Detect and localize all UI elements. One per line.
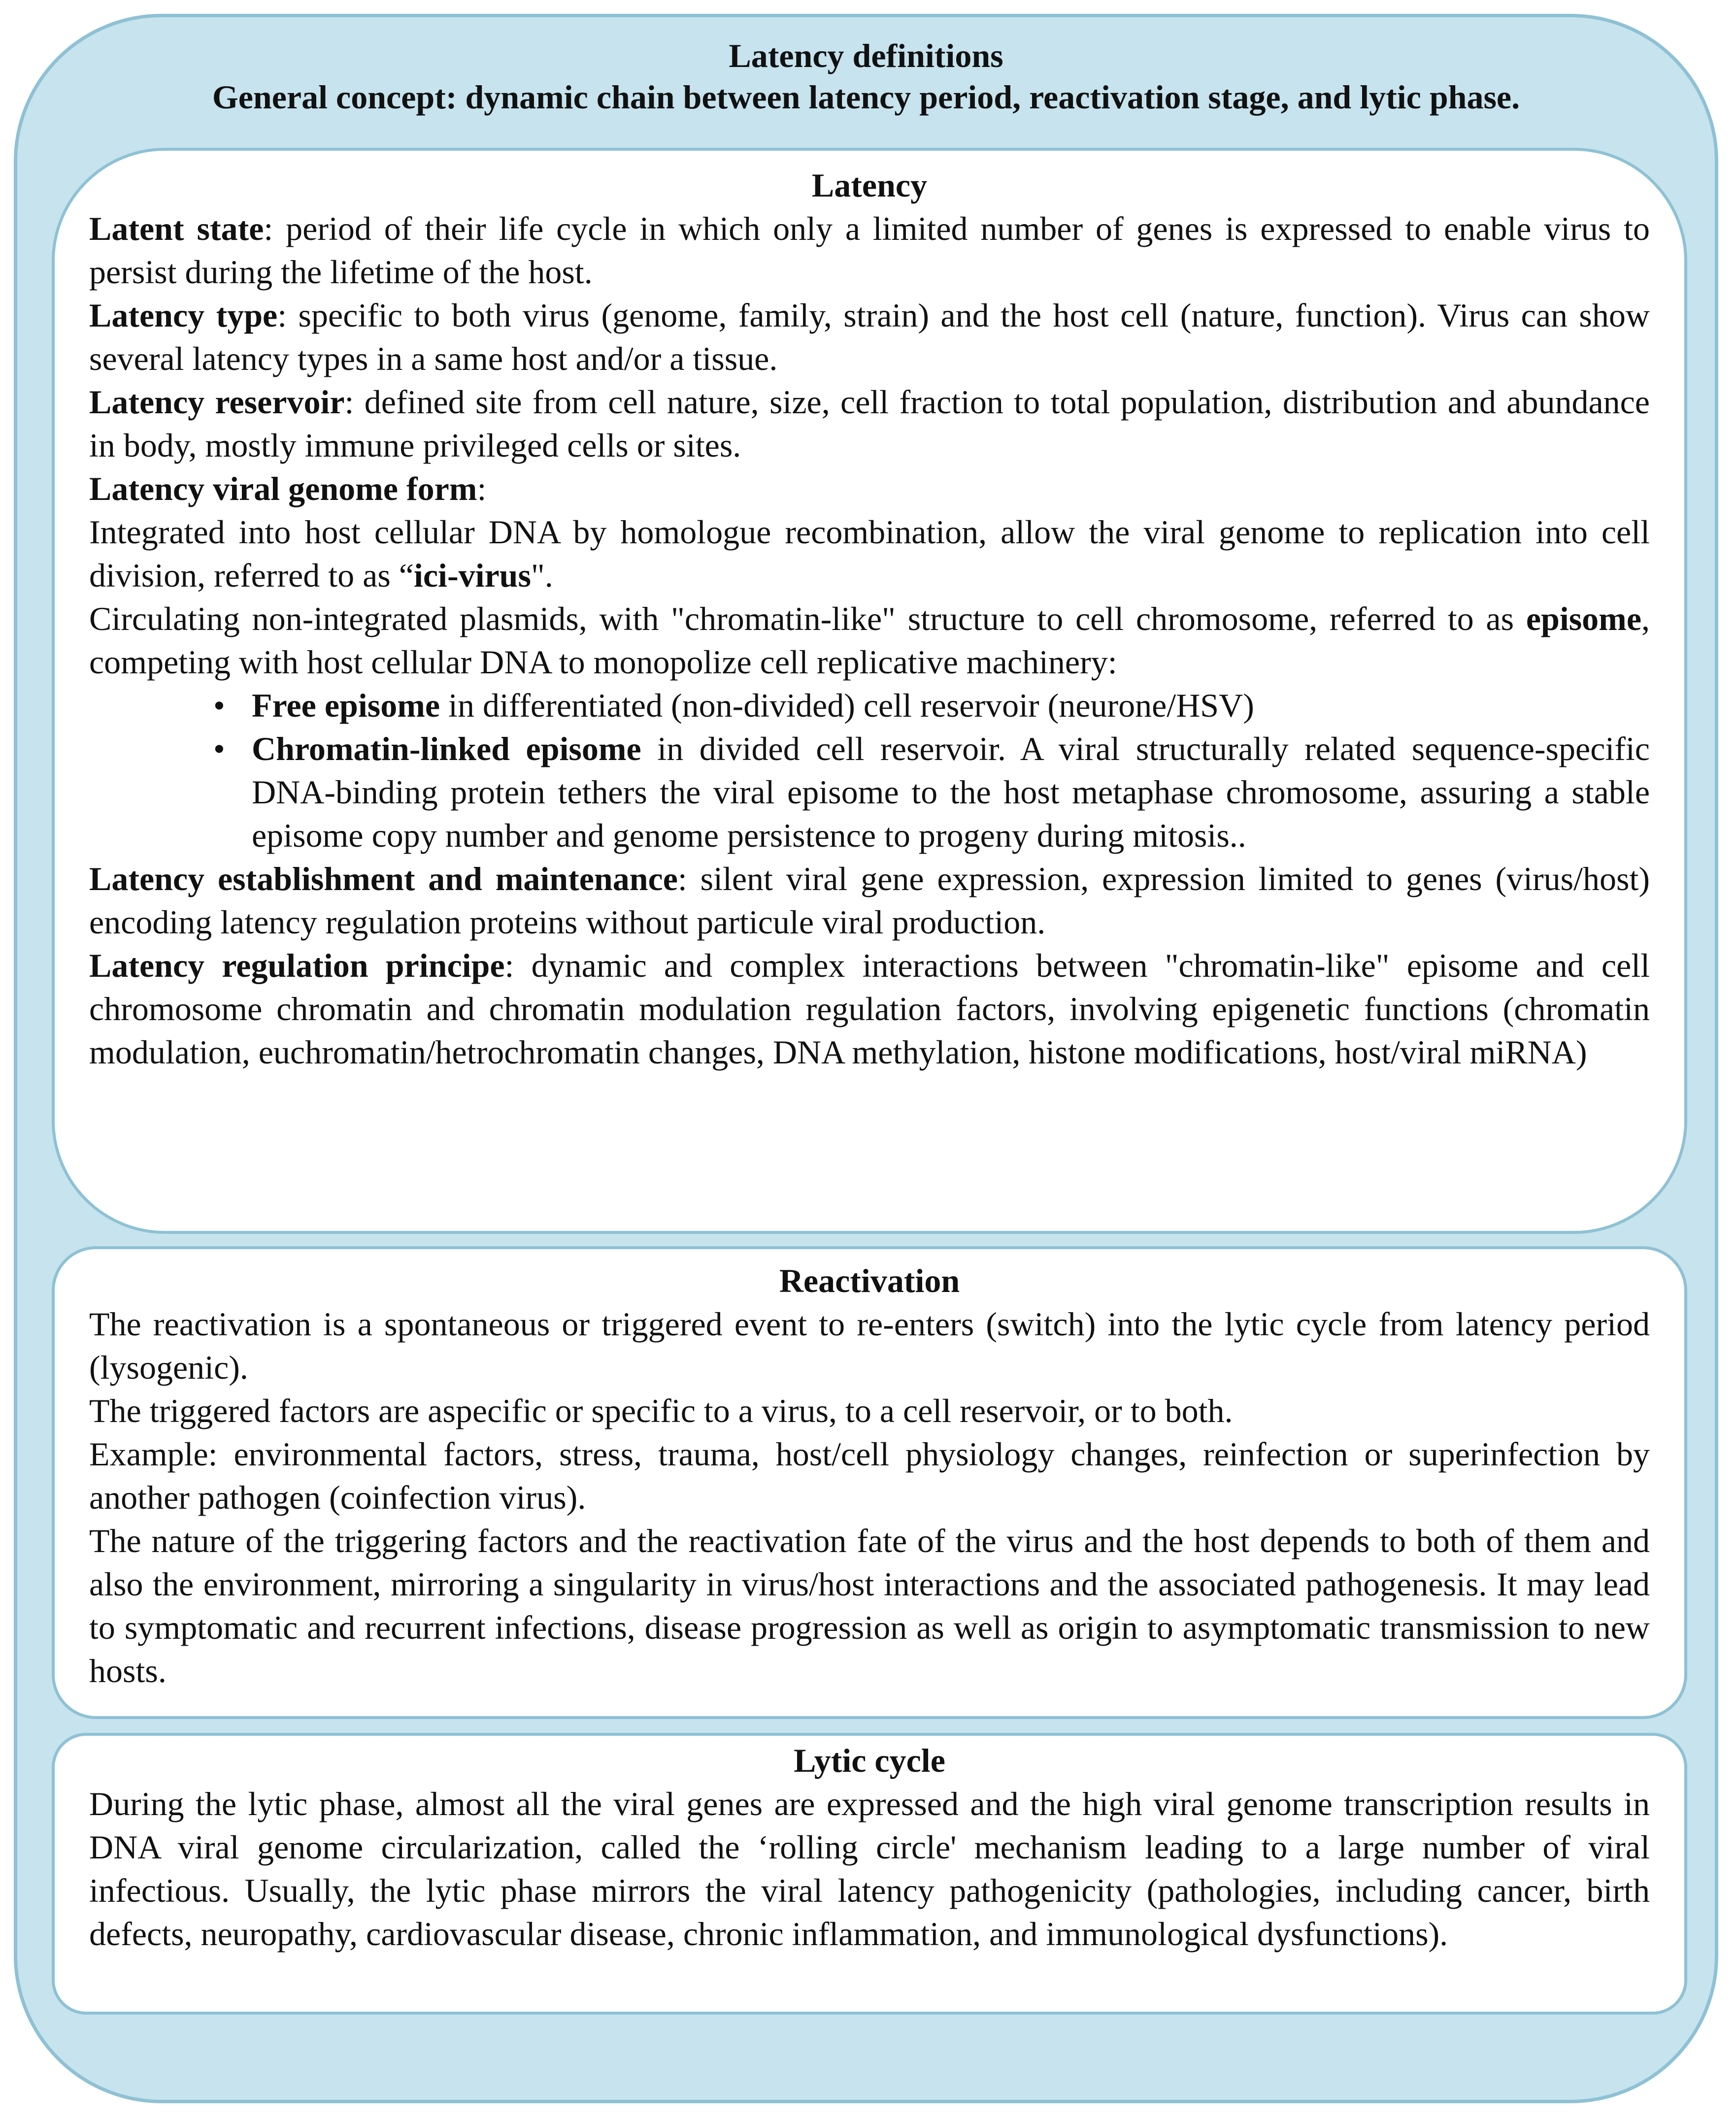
reactivation-panel xyxy=(52,1246,1687,1719)
latent-state-text: : period of their life cycle in which only a limited number of genes is expressed to enable virus to persist during the lifetime of the host. xyxy=(89,210,1650,291)
latency-title: Latency xyxy=(811,166,928,204)
latent-state-term: Latent state xyxy=(89,210,264,247)
lytic-paragraph: During the lytic phase, almost all the viral genes are expressed and the high viral genome transcription results in DNA viral genome circularization, called the ‘rolling circle' mechanism leading to a large number of viral infectious. Usually, the lytic phase mirrors the viral latency pathogenicity (pathologies, including cancer, birth defects, neuropathy, cardiovascular disease, chronic inflammation, and immunological dysfunctions). xyxy=(89,1785,1650,1953)
lytic-content xyxy=(89,1739,1650,1955)
integrated-text-before: Integrated into host cellular DNA by homologue recombination, allow the viral genome to replication into cell division, referred to as “ xyxy=(89,513,1650,594)
latency-panel xyxy=(52,148,1687,1234)
latency-reservoir-definition xyxy=(89,380,1650,467)
circulating-text-before: Circulating non-integrated plasmids, with "chromatin-like" structure to cell chromosome, referred to as xyxy=(89,600,1526,637)
chromatin-linked-episome-term: Chromatin-linked episome xyxy=(252,730,641,767)
reactivation-content xyxy=(89,1259,1650,1692)
chromatin-linked-episome-text: in divided cell reservoir. A viral structurally related sequence-specific DNA-binding protein tethers the viral episome to the host metaphase chromosome, assuring a stable episome copy number and genome persistence to progeny during mitosis.. xyxy=(252,730,1650,854)
latency-reservoir-term: Latency reservoir xyxy=(89,383,345,421)
latency-type-term: Latency type xyxy=(89,297,278,334)
episome-list xyxy=(89,684,1650,857)
reactivation-paragraph: The reactivation is a spontaneous or triggered event to re-enters (switch) into the lytic cycle from latency period (lysogenic). xyxy=(89,1305,1650,1386)
establishment-text: : silent viral gene expression, expression limited to genes (virus/host) encoding latency regulation proteins without particule viral production. xyxy=(89,860,1650,941)
latency-type-definition xyxy=(89,294,1650,380)
lytic-title: Lytic cycle xyxy=(794,1742,945,1779)
establishment-term: Latency establishment and maintenance xyxy=(89,860,678,897)
bullet-icon: • xyxy=(213,730,225,767)
page-subtitle: General concept: dynamic chain between latency period, reactivation stage, and lytic phase. xyxy=(212,78,1520,116)
genome-form-heading xyxy=(89,467,1650,510)
genome-form-text: : xyxy=(477,470,487,507)
lytic-panel xyxy=(52,1733,1687,2015)
integrated-text-after: ". xyxy=(531,557,553,594)
free-episome-term: Free episome xyxy=(252,687,440,724)
regulation-term: Latency regulation principe xyxy=(89,947,505,984)
reactivation-paragraph: The triggered factors are aspecific or specific to a virus, to a cell reservoir, or to both. xyxy=(89,1392,1233,1429)
integrated-paragraph xyxy=(89,510,1650,597)
free-episome-text: in differentiated (non-divided) cell reservoir (neurone/HSV) xyxy=(440,687,1254,724)
ici-virus-term: ici-virus xyxy=(413,557,531,594)
episome-term: episome xyxy=(1526,600,1641,637)
latency-type-text: : specific to both virus (genome, family, strain) and the host cell (nature, function). Virus can show several latency types in a same host and/or a tissue. xyxy=(89,297,1650,377)
reactivation-paragraph: Example: environmental factors, stress, trauma, host/cell physiology changes, reinfection or superinfection by another pathogen (coinfection virus). xyxy=(89,1435,1650,1516)
list-item xyxy=(213,727,1650,857)
establishment-definition xyxy=(89,857,1650,944)
regulation-definition xyxy=(89,944,1650,1074)
reactivation-title: Reactivation xyxy=(779,1262,960,1299)
circulating-text-after: , competing with host cellular DNA to monopolize cell replicative machinery: xyxy=(89,600,1650,681)
reactivation-paragraph: The nature of the triggering factors and the reactivation fate of the virus and the host depends to both of them and also the environment, mirroring a singularity in virus/host interactions and the associated pathogenesis. It may lead to symptomatic and recurrent infections, disease progression as well as origin to asymptomatic transmission to new hosts. xyxy=(89,1522,1650,1689)
regulation-text: : dynamic and complex interactions between "chromatin-like" episome and cell chromosome chromatin and chromatin modulation regulation factors, involving epigenetic functions (chromatin modulation, euchromatin/hetrochromatin changes, DNA methylation, histone modifications, host/viral miRNA) xyxy=(89,947,1650,1071)
bullet-icon: • xyxy=(213,687,225,724)
list-item xyxy=(213,684,1650,727)
page-title: Latency definitions xyxy=(729,37,1003,74)
latency-reservoir-text: : defined site from cell nature, size, cell fraction to total population, distribution and abundance in body, mostly immune privileged cells or sites. xyxy=(89,383,1650,464)
genome-form-term: Latency viral genome form xyxy=(89,470,477,507)
latency-content xyxy=(89,164,1650,1074)
latent-state-definition xyxy=(89,207,1650,294)
circulating-paragraph xyxy=(89,597,1650,684)
